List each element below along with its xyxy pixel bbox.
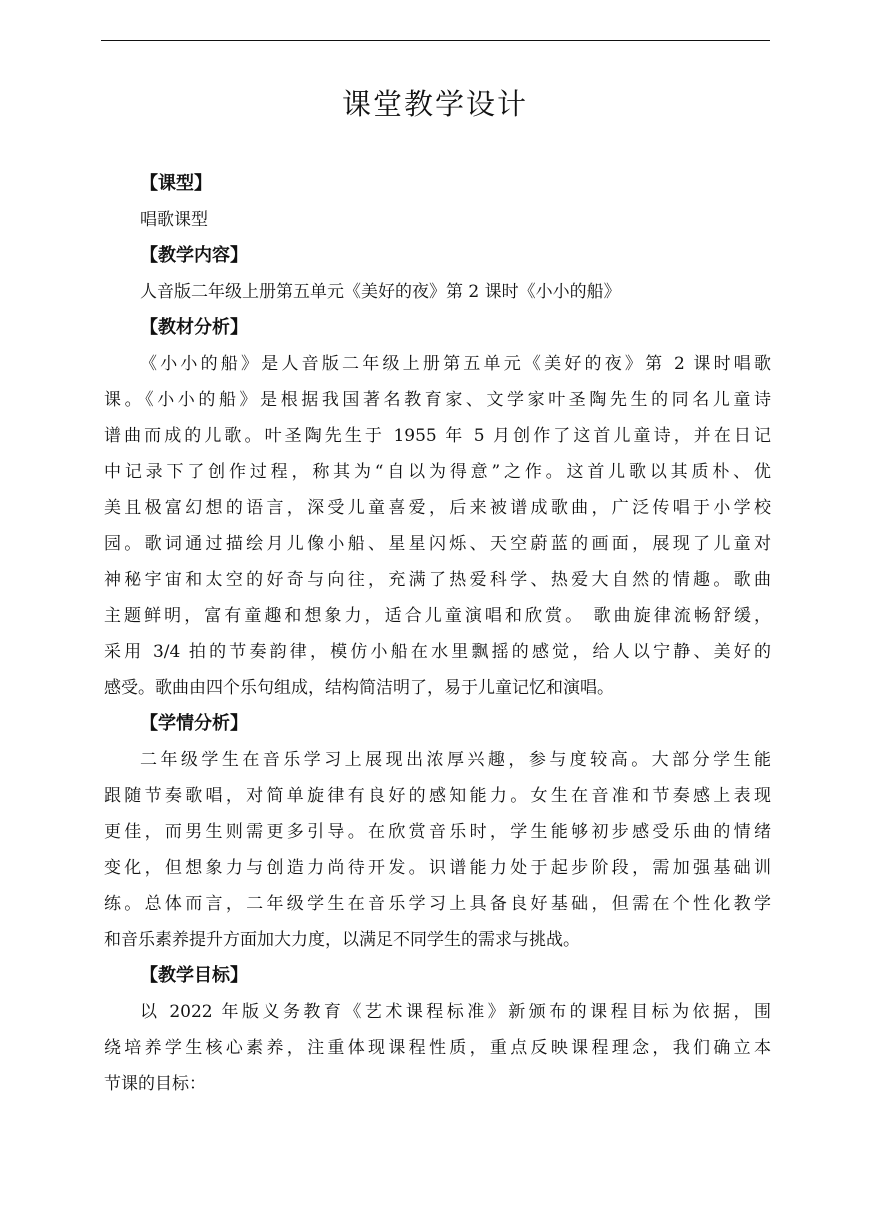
paragraph-line: 以 2022 年版义务教育《艺术课程标准》新颁布的课程目标为依据，围	[140, 1002, 771, 1022]
paragraph-line: 美且极富幻想的语言，深受儿童喜爱，后来被谱成歌曲，广泛传唱于小学校	[104, 498, 771, 518]
paragraph-line: 课。《小小的船》是根据我国著名教育家、文学家叶圣陶先生的同名儿童诗	[104, 390, 771, 410]
section-heading-student-analysis: 【学情分析】	[140, 713, 248, 734]
paragraph-line: 主题鲜明，富有童趣和想象力，适合儿童演唱和欣赏。 歌曲旋律流畅舒缓，	[104, 606, 771, 626]
paragraph-line: 更佳，而男生则需更多引导。在欣赏音乐时，学生能够初步感受乐曲的情绪	[104, 822, 771, 842]
header-rule	[101, 40, 770, 41]
page-title: 课堂教学设计	[341, 87, 528, 121]
paragraph-line: 感受。歌曲由四个乐句组成，结构简洁明了，易于儿童记忆和演唱。	[104, 678, 614, 698]
paragraph-line: 采用 3/4 拍的节奏韵律，模仿小船在水里飘摇的感觉，给人以宁静、美好的	[104, 642, 771, 662]
student-analysis-paragraph	[104, 742, 771, 958]
section-heading-material-analysis: 【教材分析】	[140, 317, 248, 338]
objectives-paragraph	[104, 994, 771, 1102]
paragraph-line: 谱曲而成的儿歌。叶圣陶先生于 1955 年 5 月创作了这首儿童诗，并在日记	[104, 426, 771, 446]
paragraph-line: 练。总体而言，二年级学生在音乐学习上具备良好基础，但需在个性化教学	[104, 894, 771, 914]
document-body	[104, 166, 771, 1102]
section-heading-content: 【教学内容】	[140, 245, 248, 266]
paragraph-line: 绕培养学生核心素养，注重体现课程性质，重点反映课程理念，我们确立本	[104, 1038, 771, 1058]
paragraph-line: 神秘宇宙和太空的好奇与向往，充满了热爱科学、热爱大自然的情趣。歌曲	[104, 570, 771, 590]
paragraph-line: 变化，但想象力与创造力尚待开发。识谱能力处于起步阶段，需加强基础训	[104, 858, 771, 878]
paragraph-line: 二年级学生在音乐学习上展现出浓厚兴趣，参与度较高。大部分学生能	[140, 750, 771, 770]
paragraph-line: 跟随节奏歌唱，对简单旋律有良好的感知能力。女生在音准和节奏感上表现	[104, 786, 771, 806]
content-text: 人音版二年级上册第五单元《美好的夜》第 2 课时《小小的船》	[140, 282, 621, 302]
paragraph-line: 园。歌词通过描绘月儿像小船、星星闪烁、天空蔚蓝的画面，展现了儿童对	[104, 534, 771, 554]
paragraph-line: 《小小的船》是人音版二年级上册第五单元《美好的夜》第 2 课时唱歌	[140, 354, 771, 374]
lesson-type-text: 唱歌课型	[140, 210, 208, 230]
paragraph-line: 中记录下了创作过程，称其为“自以为得意”之作。这首儿歌以其质朴、优	[104, 462, 771, 482]
paragraph-line: 节课的目标：	[104, 1074, 206, 1094]
section-heading-lesson-type: 【课型】	[140, 173, 212, 194]
paragraph-line: 和音乐素养提升方面加大力度，以满足不同学生的需求与挑战。	[104, 930, 580, 950]
section-heading-objectives: 【教学目标】	[140, 965, 248, 986]
material-analysis-paragraph	[104, 346, 771, 706]
